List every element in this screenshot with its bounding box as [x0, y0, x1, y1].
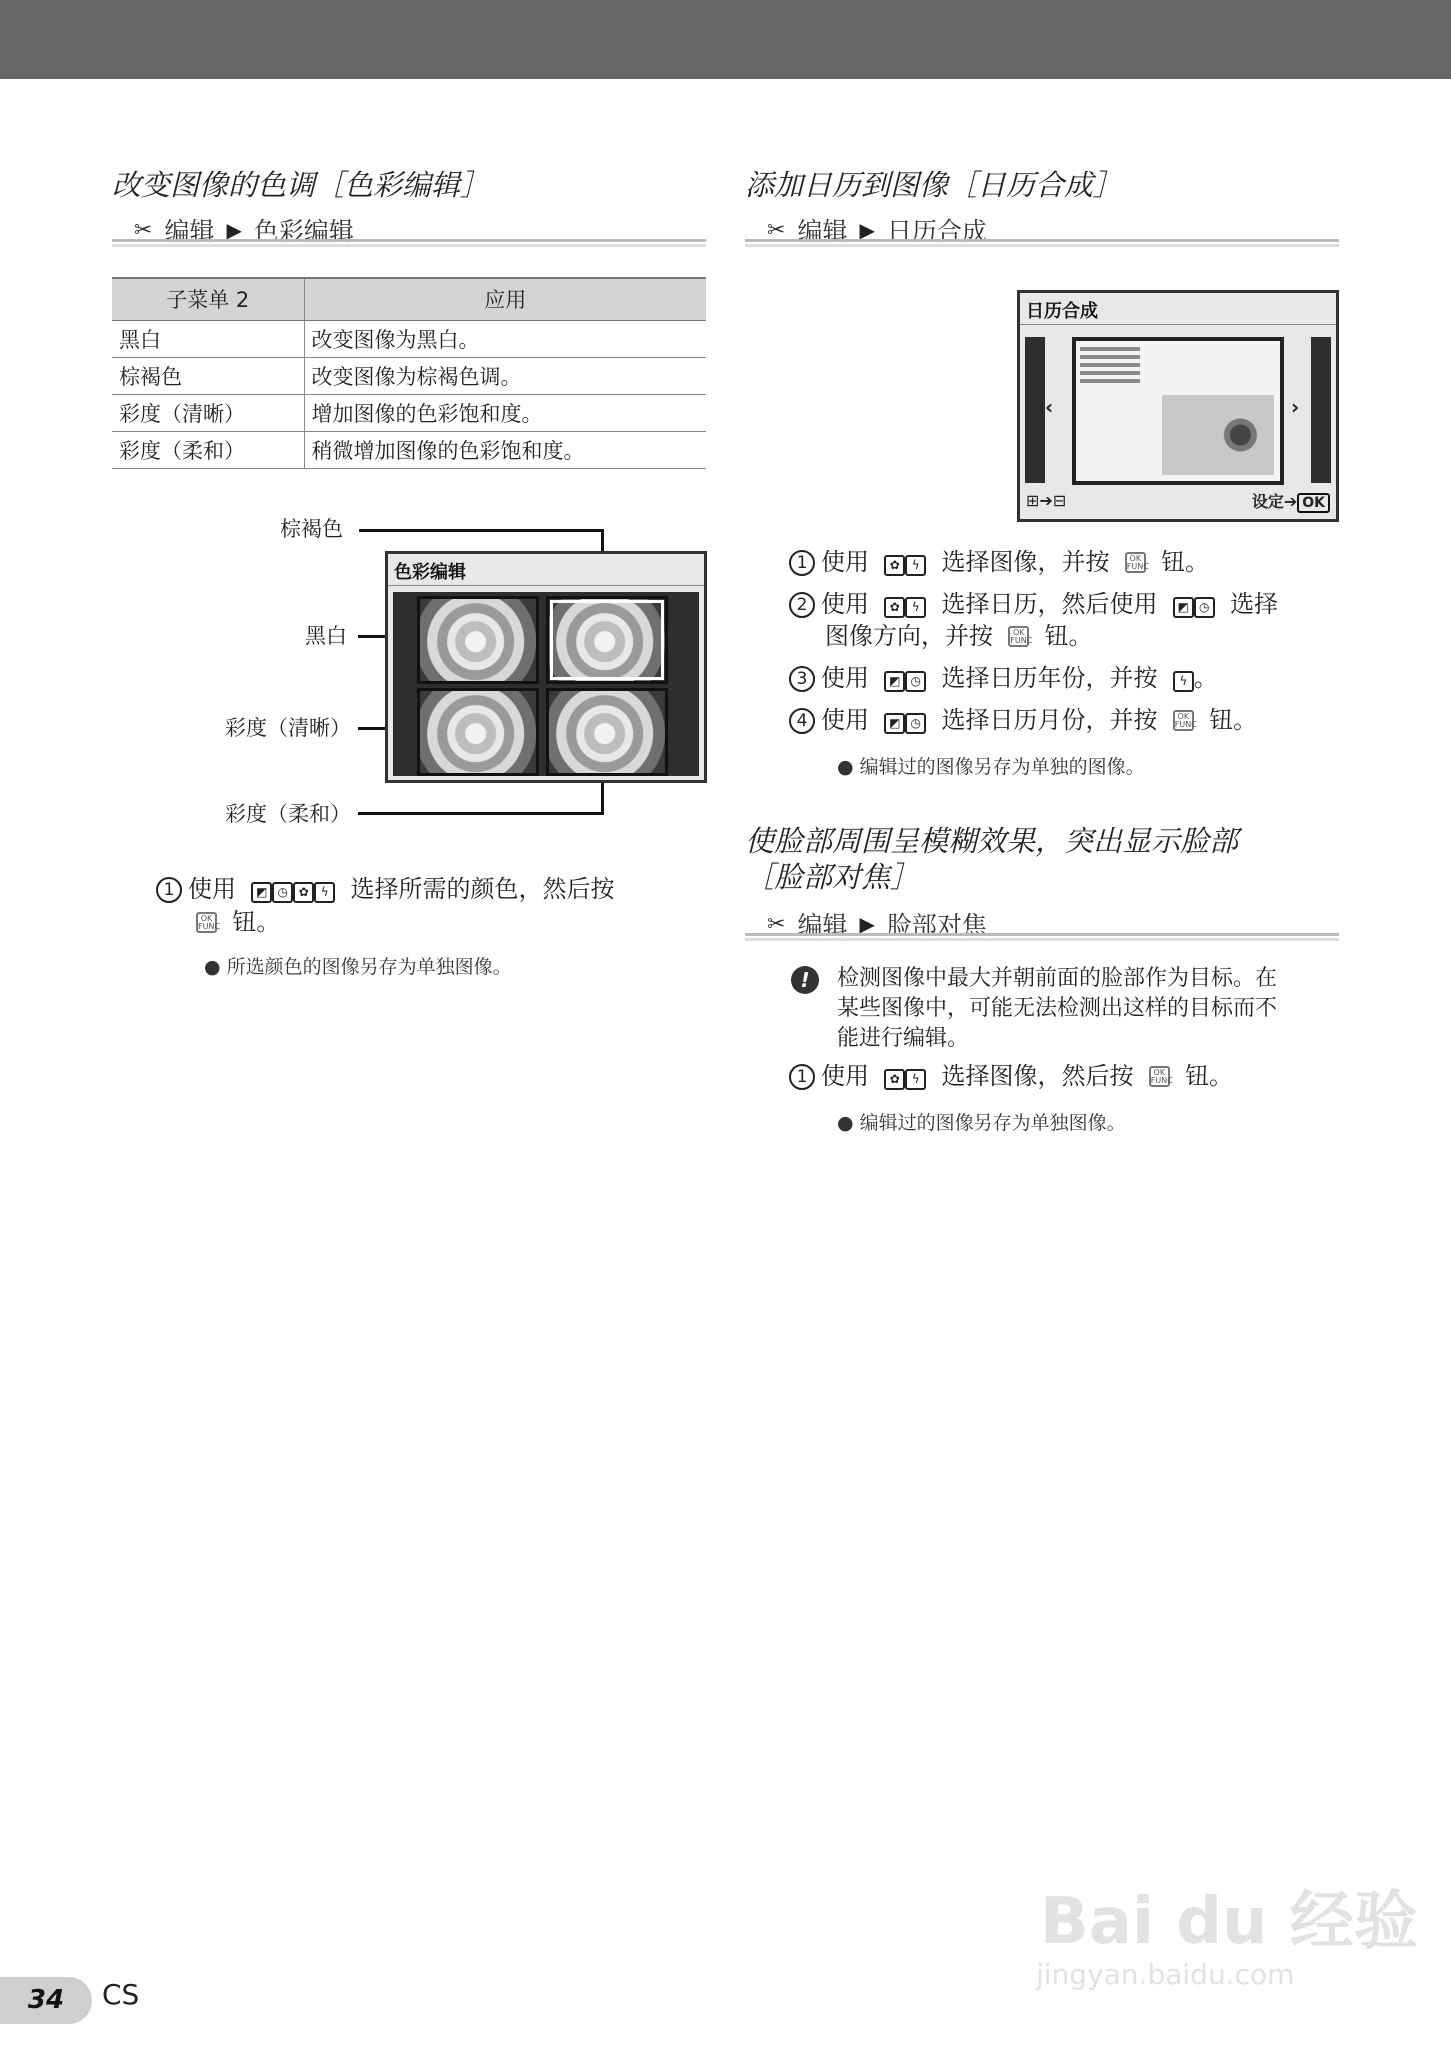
step-text: 选择日历月份，并按: [941, 706, 1158, 734]
breadcrumb-rule: [745, 933, 1339, 941]
breadcrumb-edit: 编辑: [164, 217, 215, 246]
bird-photo: [1162, 395, 1274, 475]
timer-button-icon: ◷: [905, 713, 926, 734]
step-select-image: [789, 546, 1209, 578]
note-bullet: ● 编辑过的图像另存为单独的图像。: [837, 756, 1145, 778]
prev-panel: [1025, 337, 1045, 483]
label-black-white: 黑白: [305, 624, 347, 648]
thumbnail-black-white[interactable]: [417, 596, 539, 684]
thumbnail-saturation-soft[interactable]: [546, 688, 668, 776]
up-button-icon: ◩: [251, 882, 272, 903]
set-label: 设定: [1251, 492, 1284, 511]
step-continuation: [825, 620, 1093, 652]
screen-divider: [388, 585, 704, 586]
step-text: 选择图像，然后按: [941, 1062, 1134, 1090]
watermark-url: jingyan.baidu.com: [1036, 1958, 1295, 1991]
step-number: 3: [789, 666, 815, 692]
top-banner: [0, 0, 1451, 79]
arrow-right-icon[interactable]: ›: [1291, 395, 1300, 419]
breadcrumb-target: 色彩编辑: [253, 217, 354, 246]
up-button-icon: ◩: [884, 671, 905, 692]
breadcrumb-target: 脸部对焦: [886, 911, 987, 940]
table-cell: 增加图像的色彩饱和度。: [304, 394, 706, 431]
ok-func-button-icon: OK FUNC: [198, 914, 221, 931]
arrow-icon: ▶: [226, 218, 242, 242]
step-text: 选择所需的颜色，然后按: [350, 875, 615, 903]
table-cell: 彩度（柔和）: [112, 431, 304, 468]
step-text: 。: [1193, 664, 1218, 692]
thumbnail-sepia[interactable]: [546, 596, 668, 684]
up-button-icon: ◩: [884, 713, 905, 734]
step-continuation: [196, 906, 280, 938]
bullet-text: 编辑过的图像另存为单独图像。: [859, 1112, 1126, 1134]
step-select-color: [156, 873, 615, 905]
scissors-icon: ✂: [767, 911, 786, 937]
calendar-screen: [1017, 290, 1339, 522]
page-number: 34: [0, 1977, 92, 2024]
step-text: 使用: [821, 664, 869, 692]
table-row: [112, 394, 706, 431]
ok-func-button-icon: OK FUNC: [1010, 628, 1033, 645]
step-text: 选择图像，并按: [941, 548, 1110, 576]
section-title-color-edit: 改变图像的色调［色彩编辑］: [112, 168, 490, 202]
macro-button-icon: ✿: [884, 597, 905, 618]
label-saturation-soft: 彩度（柔和）: [225, 802, 351, 826]
step-text: 使用: [188, 875, 236, 903]
flash-button-icon: ϟ: [905, 1069, 926, 1090]
label-sepia: 棕褐色: [280, 517, 343, 541]
callout-line: [359, 529, 604, 532]
table-row: [112, 431, 706, 468]
warning-line: 能进行编辑。: [837, 1026, 970, 1051]
section-title-face-focus-sub: ［脸部对焦］: [745, 860, 920, 894]
table-cell: 黑白: [112, 320, 304, 357]
section-title-calendar: 添加日历到图像［日历合成］: [745, 168, 1123, 202]
label-saturation-clear: 彩度（清晰）: [225, 716, 351, 740]
warning-line: 检测图像中最大并朝前面的脸部作为目标。在: [837, 966, 1278, 991]
set-ok-hint: 设定➔ OK: [1252, 489, 1330, 513]
ok-func-button-icon: OK FUNC: [1174, 712, 1197, 729]
screen-title: 日历合成: [1026, 301, 1098, 322]
flash-button-icon: ϟ: [905, 597, 926, 618]
timer-button-icon: ◷: [905, 671, 926, 692]
ok-func-button-icon: OK FUNC: [1150, 1068, 1173, 1085]
breadcrumb-rule: [745, 239, 1339, 247]
note-bullet: ● 编辑过的图像另存为单独图像。: [837, 1112, 1126, 1134]
breadcrumb-target: 日历合成: [886, 217, 987, 246]
step-text: 选择: [1230, 590, 1279, 618]
callout-line: [358, 812, 604, 815]
step-text: 使用: [821, 590, 869, 618]
arrow-icon: ▶: [859, 912, 875, 936]
flash-button-icon: ϟ: [1173, 671, 1194, 692]
next-panel: [1311, 337, 1331, 483]
table-header: 应用: [304, 278, 706, 320]
calendar-preview: [1072, 337, 1284, 485]
timer-button-icon: ◷: [272, 882, 293, 903]
screen-divider: [1020, 324, 1336, 325]
warning-icon: !: [791, 966, 819, 994]
step-text: 钮。: [1161, 548, 1210, 576]
warning-line: 某些图像中，可能无法检测出这样的目标而不: [837, 996, 1278, 1021]
flash-button-icon: ϟ: [905, 555, 926, 576]
step-text: 钮。: [1044, 622, 1093, 650]
breadcrumb-rule: [112, 239, 706, 247]
step-number: 1: [789, 550, 815, 576]
step-number: 1: [156, 877, 182, 903]
table-cell: 稍微增加图像的色彩饱和度。: [304, 431, 706, 468]
thumbnail-saturation-clear[interactable]: [417, 688, 539, 776]
table-cell: 改变图像为黑白。: [304, 320, 706, 357]
breadcrumb-edit: 编辑: [797, 911, 848, 940]
table-header-row: [112, 278, 706, 320]
step-text: 使用: [821, 1062, 869, 1090]
calendar-grid: [1080, 347, 1140, 387]
bullet-text: 所选颜色的图像另存为单独图像。: [226, 956, 512, 978]
step-select-calendar: [789, 588, 1278, 620]
table-header: 子菜单 2: [112, 278, 304, 320]
timer-button-icon: ◷: [1194, 597, 1215, 618]
ok-func-button-icon: OK FUNC: [1126, 554, 1149, 571]
step-face-select: [789, 1060, 1233, 1092]
step-select-year: [789, 662, 1218, 694]
language-code: CS: [102, 1978, 140, 2011]
table-cell: 彩度（清晰）: [112, 394, 304, 431]
step-text: 选择日历年份，并按: [941, 664, 1158, 692]
color-edit-screen: [385, 551, 707, 783]
table-row: [112, 357, 706, 394]
step-text: 图像方向，并按: [825, 622, 993, 650]
watermark-logo: Bai du 经验: [1040, 1885, 1418, 1959]
step-text: 钮。: [232, 908, 281, 936]
step-text: 钮。: [1185, 1062, 1234, 1090]
step-text: 使用: [821, 706, 869, 734]
table-cell: 棕褐色: [112, 357, 304, 394]
screen-title: 色彩编辑: [394, 562, 466, 583]
step-select-month: [789, 704, 1257, 736]
scissors-icon: ✂: [767, 217, 786, 243]
scissors-icon: ✂: [134, 217, 153, 243]
bullet-text: 编辑过的图像另存为单独的图像。: [859, 756, 1145, 778]
submenu-table: [112, 277, 706, 469]
table-cell: 改变图像为棕褐色调。: [304, 357, 706, 394]
step-text: 使用: [821, 548, 869, 576]
step-text: 钮。: [1209, 706, 1258, 734]
step-text: 选择日历，然后使用: [941, 590, 1158, 618]
breadcrumb-edit: 编辑: [797, 217, 848, 246]
macro-button-icon: ✿: [293, 882, 314, 903]
section-title-face-focus: 使脸部周围呈模糊效果，突出显示脸部: [745, 824, 1239, 858]
arrow-left-icon[interactable]: ‹: [1045, 395, 1054, 419]
ok-badge: OK: [1297, 493, 1330, 513]
step-number: 1: [789, 1064, 815, 1090]
flash-button-icon: ϟ: [314, 882, 335, 903]
step-number: 2: [789, 592, 815, 618]
macro-button-icon: ✿: [884, 1069, 905, 1090]
note-bullet: ● 所选颜色的图像另存为单独图像。: [204, 956, 512, 978]
macro-button-icon: ✿: [884, 555, 905, 576]
arrow-icon: ▶: [859, 218, 875, 242]
table-row: [112, 320, 706, 357]
step-number: 4: [789, 708, 815, 734]
layout-toggle-icon: ⊞➔⊟: [1026, 491, 1067, 510]
up-button-icon: ◩: [1173, 597, 1194, 618]
